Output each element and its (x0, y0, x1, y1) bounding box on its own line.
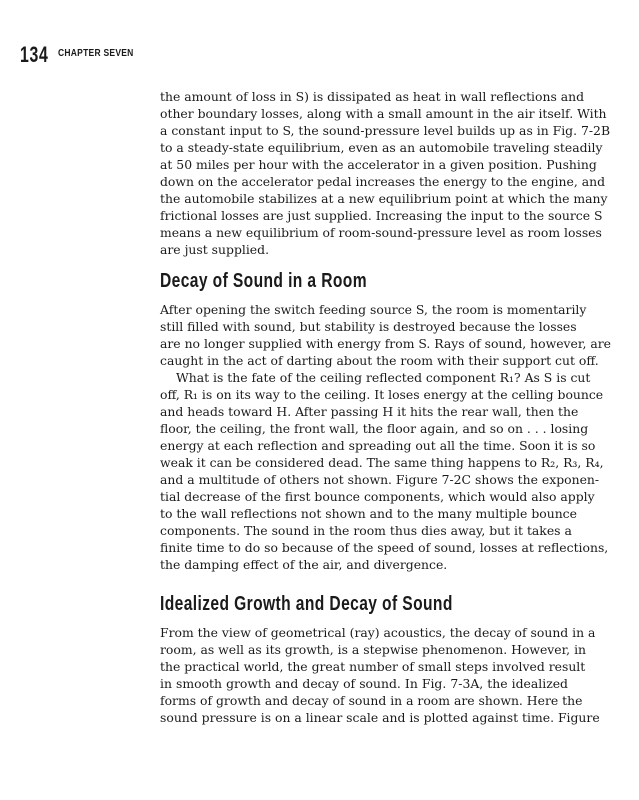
text-line: the practical world, the great number of small steps involved result (160, 659, 586, 674)
text-line: are just supplied. (160, 242, 270, 257)
text-line: After opening the switch feeding source S, the room is momentarily (160, 302, 587, 317)
section-heading-decay: Decay of Sound in a Room (160, 270, 367, 292)
text-line: at 50 miles per hour with the accelerator in a given position. Pushing (160, 157, 597, 172)
paragraph-3 (160, 369, 609, 573)
text-line: the damping effect of the air, and divergence. (160, 557, 448, 572)
text-line: weak it can be considered dead. The same thing happens to R₂, R₃, R₄, (160, 455, 604, 470)
running-head: CHAPTER SEVEN (58, 48, 134, 59)
text-line: From the view of geometrical (ray) acoustics, the decay of sound in a (160, 625, 596, 640)
text-line: sound pressure is on a linear scale and is plotted against time. Figure (160, 710, 600, 725)
text-line: other boundary losses, along with a small amount in the air itself. With (160, 106, 607, 121)
text-line: frictional losses are just supplied. Increasing the input to the source S (160, 208, 603, 223)
text-line: means a new equilibrium of room-sound-pressure level as room losses (160, 225, 602, 240)
text-line: tial decrease of the first bounce components, which would also apply (160, 489, 595, 504)
text-line: floor, the ceiling, the front wall, the floor again, and so on . . . losing (160, 421, 589, 436)
text-line: What is the fate of the ceiling reflected component R₁? As S is cut (176, 370, 591, 385)
text-line: components. The sound in the room thus dies away, but it takes a (160, 523, 572, 538)
text-line: to a steady-state equilibrium, even as an automobile traveling steadily (160, 140, 603, 155)
text-line: are no longer supplied with energy from S. Rays of sound, however, are (160, 336, 611, 351)
text-line: energy at each reflection and spreading out all the time. Soon it is so (160, 438, 596, 453)
text-line: caught in the act of darting about the room with their support cut off. (160, 353, 599, 368)
paragraph-4 (160, 624, 600, 726)
text-line: down on the accelerator pedal increases the energy to the engine, and (160, 174, 606, 189)
text-line: forms of growth and decay of sound in a room are shown. Here the (160, 693, 583, 708)
text-line: in smooth growth and decay of sound. In Fig. 7-3A, the idealized (160, 676, 568, 691)
text-line: the automobile stabilizes at a new equilibrium point at which the many (160, 191, 608, 206)
text-line: to the wall reflections not shown and to the many multiple bounce (160, 506, 577, 521)
paragraph-2 (160, 301, 611, 369)
text-line: and a multitude of others not shown. Figure 7-2C shows the exponen- (160, 472, 600, 487)
paragraph-1 (160, 88, 611, 258)
text-line: finite time to do so because of the speed of sound, losses at reflections, (160, 540, 609, 555)
text-line: and heads toward H. After passing H it hits the rear wall, then the (160, 404, 579, 419)
text-line: still filled with sound, but stability is destroyed because the losses (160, 319, 577, 334)
text-line: the amount of loss in S) is dissipated as heat in wall reflections and (160, 89, 585, 104)
text-line: a constant input to S, the sound-pressure level builds up as in Fig. 7-2B (160, 123, 611, 138)
section-heading-idealized: Idealized Growth and Decay of Sound (160, 593, 453, 615)
text-line: room, as well as its growth, is a stepwise phenomenon. However, in (160, 642, 587, 657)
page-number: 134 (20, 42, 49, 67)
text-line: off, R₁ is on its way to the ceiling. It loses energy at the celling bounce (160, 387, 604, 402)
